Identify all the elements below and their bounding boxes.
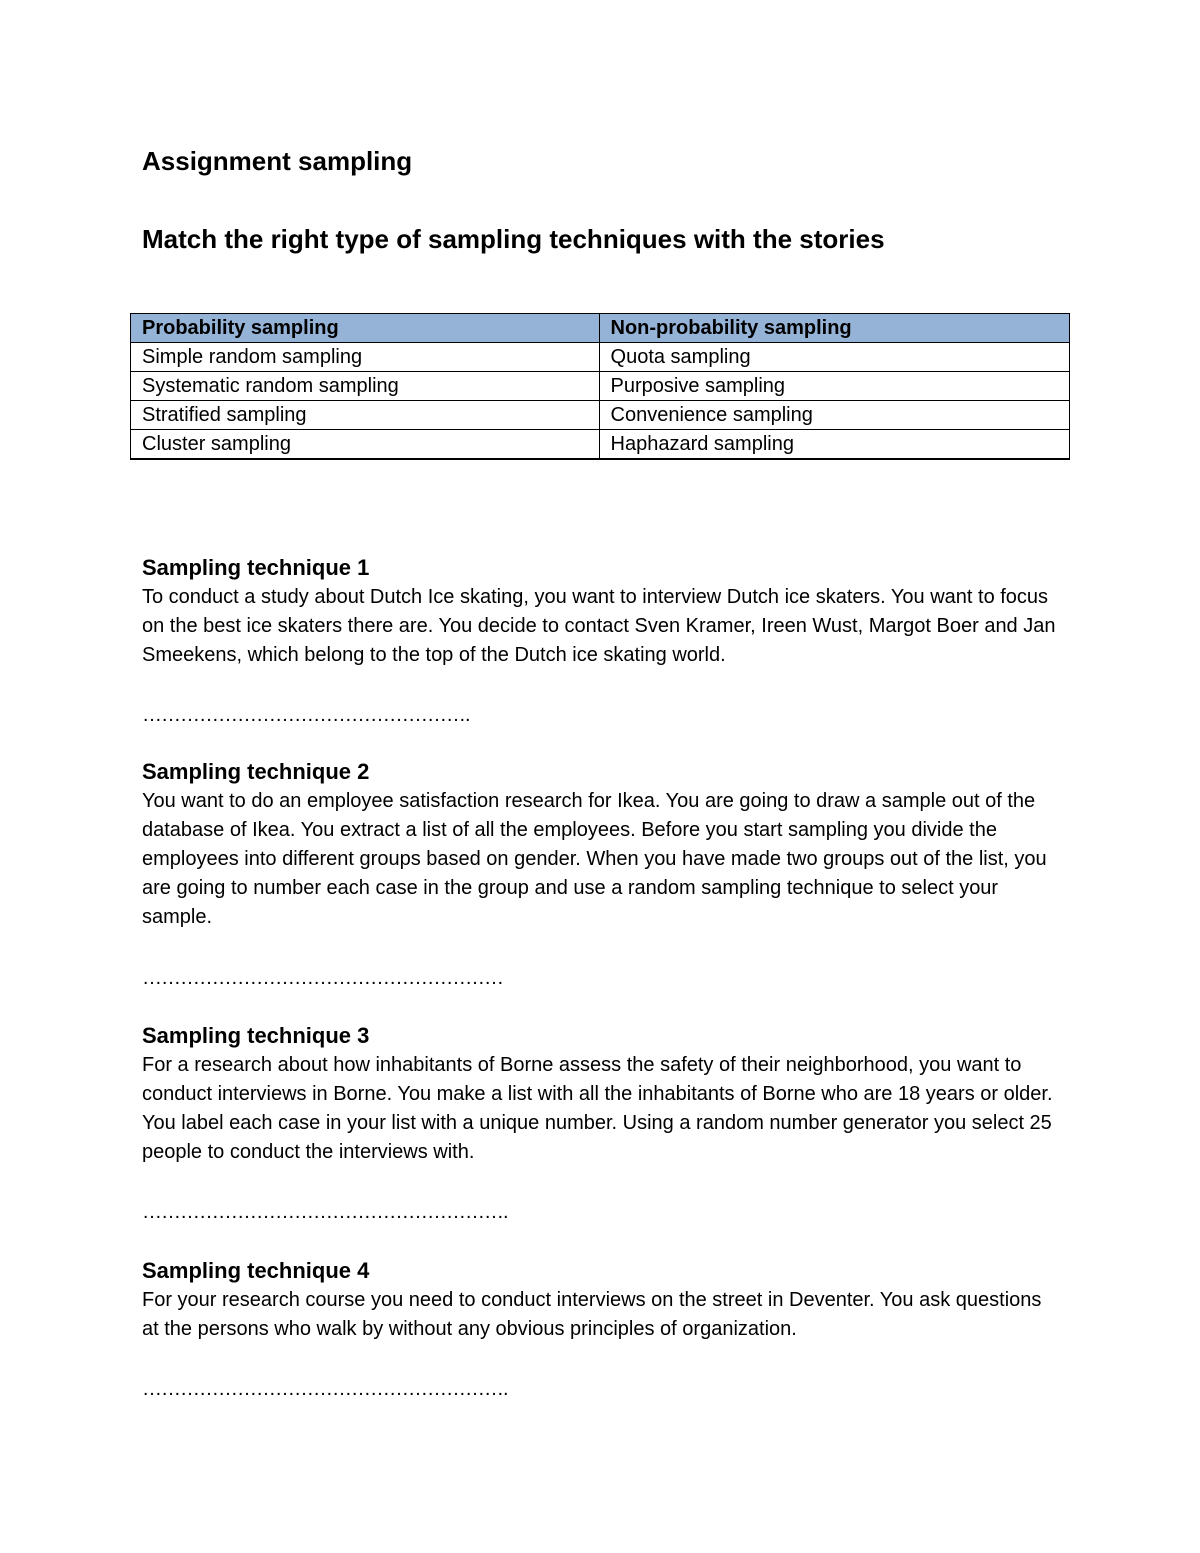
sampling-technique-section-4 bbox=[142, 1256, 1062, 1344]
table-cell: Simple random sampling bbox=[131, 343, 600, 372]
table-row bbox=[131, 372, 1070, 401]
table-cell: Stratified sampling bbox=[131, 401, 600, 430]
table-cell: Haphazard sampling bbox=[599, 430, 1069, 460]
table-cell: Purposive sampling bbox=[599, 372, 1069, 401]
section-heading: Sampling technique 3 bbox=[142, 1023, 370, 1048]
table-cell: Cluster sampling bbox=[131, 430, 600, 460]
answer-blank-2[interactable]: ………………………………………………… bbox=[142, 967, 503, 989]
table-cell: Systematic random sampling bbox=[131, 372, 600, 401]
page-title: Assignment sampling bbox=[142, 146, 413, 176]
sampling-techniques-table bbox=[130, 313, 1070, 460]
sampling-technique-section-1 bbox=[142, 553, 1062, 670]
section-body: You want to do an employee satisfaction research for Ikea. You are going to draw a sample out of the database of Ikea. You extract a list of all the employees. Before you start sampling you divide the employees into different groups based on gender. When you have made two groups out of the list, you are going to number each case in the group and use a random sampling technique to select your sample. bbox=[142, 790, 1047, 928]
section-body: To conduct a study about Dutch Ice skating, you want to interview Dutch ice skaters. You want to focus on the best ice skaters there are. You decide to contact Sven Kramer, Ireen Wust, Margot Boer and Jan Smeekens, which belong to the top of the Dutch ice skating world. bbox=[142, 586, 1056, 666]
sampling-technique-section-2 bbox=[142, 757, 1062, 932]
section-heading: Sampling technique 4 bbox=[142, 1258, 370, 1283]
table-row bbox=[131, 401, 1070, 430]
answer-blank-3[interactable]: …………………………………………………. bbox=[142, 1201, 508, 1223]
table-row bbox=[131, 343, 1070, 372]
table-header-probability: Probability sampling bbox=[131, 314, 600, 343]
table-cell: Convenience sampling bbox=[599, 401, 1069, 430]
table-header-non-probability: Non-probability sampling bbox=[599, 314, 1069, 343]
page-subtitle: Match the right type of sampling techniques with the stories bbox=[142, 224, 885, 254]
table-cell: Quota sampling bbox=[599, 343, 1069, 372]
answer-blank-1[interactable]: ……………………………………………. bbox=[142, 704, 470, 726]
section-body: For a research about how inhabitants of Borne assess the safety of their neighborhood, you want to conduct interviews in Borne. You make a list with all the inhabitants of Borne who are 18 years or older. You label each case in your list with a unique number. Using a random number generator you select 25 people to conduct the interviews with. bbox=[142, 1054, 1053, 1163]
table-header-row bbox=[131, 314, 1070, 343]
table-row bbox=[131, 430, 1070, 460]
section-body: For your research course you need to conduct interviews on the street in Deventer. You ask questions at the persons who walk by without any obvious principles of organization. bbox=[142, 1289, 1042, 1340]
section-heading: Sampling technique 2 bbox=[142, 759, 370, 784]
answer-blank-4[interactable]: …………………………………………………. bbox=[142, 1378, 508, 1400]
section-heading: Sampling technique 1 bbox=[142, 555, 370, 580]
sampling-technique-section-3 bbox=[142, 1021, 1062, 1167]
